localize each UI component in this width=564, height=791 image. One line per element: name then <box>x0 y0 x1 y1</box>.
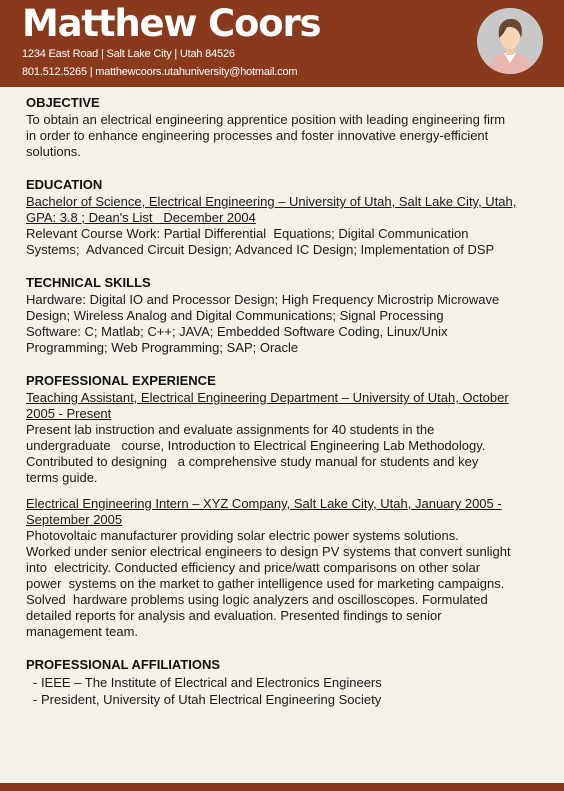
hardware-skills-line: Hardware: Digital IO and Processor Design; High Frequency Microstrip Microwave <box>26 292 500 307</box>
skills-section <box>26 275 546 356</box>
job-description-line: Present lab instruction and evaluate assignments for 40 students in the <box>26 422 435 437</box>
job-description-line: power systems on the market to gather intelligence used for marketing campaigns. <box>26 576 505 591</box>
job-description-line: terms guide. <box>26 470 98 485</box>
footer-bar <box>0 783 564 791</box>
job-description-line: Solved hardware problems using logic analyzers and oscilloscopes. Formulated <box>26 592 488 607</box>
coursework-line: Relevant Course Work: Partial Differential Equations; Digital Communication <box>26 226 469 241</box>
objective-line: in order to enhance engineering processes and foster innovative energy-efficient <box>26 128 489 143</box>
hardware-skills-line: Design; Wireless Analog and Digital Communications; Signal Processing <box>26 308 444 323</box>
job-description-line: management team. <box>26 624 139 639</box>
objective-line: To obtain an electrical engineering apprentice position with leading engineering firm <box>26 112 506 127</box>
objective-section <box>26 95 546 160</box>
degree-line: Bachelor of Science, Electrical Engineering – University of Utah, Salt Lake City, Utah, <box>26 194 517 209</box>
job-entry <box>26 496 546 640</box>
job-heading-line: Teaching Assistant, Electrical Engineering Department – University of Utah, October <box>26 390 509 405</box>
affiliations-section <box>26 657 546 708</box>
job-description-line: detailed reports for analysis and evaluation. Presented findings to senior <box>26 608 442 623</box>
job-description-line: Contributed to designing a comprehensive study manual for students and key <box>26 454 479 469</box>
affiliations-title: PROFESSIONAL AFFILIATIONS <box>26 657 221 672</box>
software-skills-line: Software: C; Matlab; C++; JAVA; Embedded Software Coding, Linux/Unix <box>26 324 448 339</box>
experience-section <box>26 373 546 640</box>
software-skills-line: Programming; Web Programming; SAP; Oracle <box>26 340 299 355</box>
education-section <box>26 177 546 258</box>
address-line: 1234 East Road | Salt Lake City | Utah 84526 <box>22 48 235 60</box>
affiliation-item: - President, University of Utah Electrical Engineering Society <box>33 692 382 707</box>
job-entry <box>26 390 546 486</box>
contact-line: 801.512.5265 | matthewcoors.utahuniversity@hotmail.com <box>22 66 298 78</box>
job-description-line: undergraduate course, Introduction to Electrical Engineering Lab Methodology. <box>26 438 486 453</box>
job-description-line: Photovoltaic manufacturer providing solar electric power systems solutions. <box>26 528 459 543</box>
spacer <box>26 486 546 496</box>
header-banner <box>0 0 564 87</box>
job-heading-line: Electrical Engineering Intern – XYZ Company, Salt Lake City, Utah, January 2005 - <box>26 496 502 511</box>
education-title: EDUCATION <box>26 177 103 192</box>
job-description-line: into electricity. Conducted efficiency and price/watt comparisons on other solar <box>26 560 481 575</box>
skills-title: TECHNICAL SKILLS <box>26 275 151 290</box>
objective-title: OBJECTIVE <box>26 95 100 110</box>
job-heading-line: September 2005 <box>26 512 123 527</box>
resume-body <box>26 95 546 725</box>
job-heading-line: 2005 - Present <box>26 406 112 421</box>
job-description-line: Worked under senior electrical engineers to design PV systems that convert sunlight <box>26 544 511 559</box>
coursework-line: Systems; Advanced Circuit Design; Advanced IC Design; Implementation of DSP <box>26 242 495 257</box>
degree-line: GPA: 3.8 ; Dean's List December 2004 <box>26 210 256 225</box>
person-avatar-icon <box>477 8 543 74</box>
affiliation-item: - IEEE – The Institute of Electrical and Electronics Engineers <box>33 675 382 690</box>
candidate-name: Matthew Coors <box>22 2 321 45</box>
experience-title: PROFESSIONAL EXPERIENCE <box>26 373 216 388</box>
objective-line: solutions. <box>26 144 81 159</box>
